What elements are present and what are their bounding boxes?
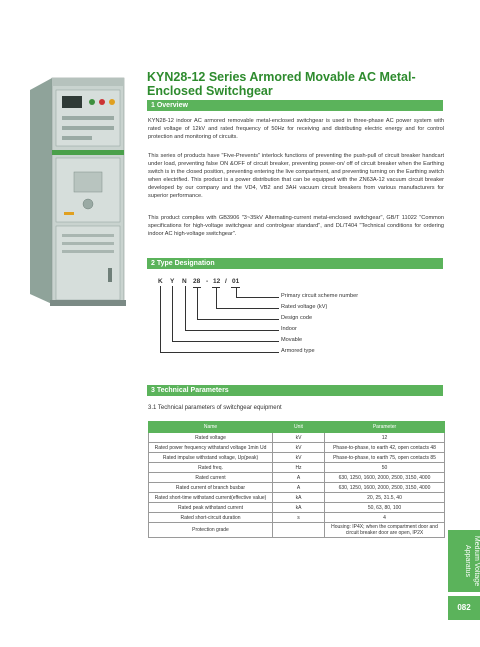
table-row: [149, 513, 445, 523]
table-cell: Phase-to-phase, to earth 42, open contacts 48: [325, 443, 445, 453]
table-row: [149, 493, 445, 503]
code-letter: -: [206, 278, 209, 285]
table-cell: Protection grade: [149, 523, 273, 538]
code-letter: 12: [213, 278, 221, 285]
table-row: [149, 443, 445, 453]
table-cell: s: [273, 513, 325, 523]
table-cell: kA: [273, 503, 325, 513]
side-tab-label: Medium Voltage Apparatus: [464, 535, 480, 587]
designation-label: Indoor: [281, 326, 297, 332]
connector-line: [185, 330, 279, 331]
table-row: [149, 433, 445, 443]
table-cell: kV: [273, 443, 325, 453]
code-letter: /: [225, 278, 227, 285]
table-cell: A: [273, 483, 325, 493]
switchgear-product-image: [22, 72, 137, 310]
table-caption: 3.1 Technical parameters of switchgear equipment: [148, 405, 282, 411]
table-cell: kA: [273, 493, 325, 503]
table-cell: 50: [325, 463, 445, 473]
code-letter: Y: [170, 278, 175, 285]
table-cell: Rated short-time withstand current(effective value): [149, 493, 273, 503]
table-cell: Rated short-circuit duration: [149, 513, 273, 523]
table-row: [149, 463, 445, 473]
table-row: [149, 473, 445, 483]
section-overview-heading: 1 Overview: [147, 100, 443, 111]
connector-line: [216, 287, 217, 308]
table-row: [149, 523, 445, 538]
column-header: Parameter: [325, 422, 445, 433]
designation-label: Rated voltage (kV): [281, 304, 328, 310]
table-cell: Rated freq.: [149, 463, 273, 473]
page-title: KYN28-12 Series Armored Movable AC Metal-Enclosed Switchgear: [147, 70, 416, 98]
designation-label: Primary circuit scheme number: [281, 293, 359, 299]
connector-line: [185, 286, 186, 330]
connector-line: [160, 286, 161, 352]
connector-line: [216, 308, 279, 309]
table-cell: 630, 1250, 1600, 2000, 2500, 3150, 4000: [325, 473, 445, 483]
table-cell: Rated current: [149, 473, 273, 483]
connector-line: [160, 352, 279, 353]
table-cell: Rated peak withstand current: [149, 503, 273, 513]
code-letter: N: [182, 278, 187, 285]
connector-line: [236, 297, 279, 298]
table-header-row: [149, 422, 445, 433]
code-letter: K: [158, 278, 163, 285]
page-number: 082: [448, 596, 480, 620]
table-row: [149, 503, 445, 513]
table-cell: 20, 25, 31.5, 40: [325, 493, 445, 503]
technical-parameters-table: [148, 421, 445, 538]
table-cell: Rated power frequency withstand voltage 1min Ud: [149, 443, 273, 453]
table-cell: 50, 63, 80, 100: [325, 503, 445, 513]
table-cell: 12: [325, 433, 445, 443]
section-technical-heading: 3 Technical Parameters: [147, 385, 443, 396]
table-row: [149, 453, 445, 463]
table-cell: kV: [273, 453, 325, 463]
table-cell: Hz: [273, 463, 325, 473]
connector-line: [236, 287, 237, 297]
table-cell: Rated impulse withstand voltage, Up(peak): [149, 453, 273, 463]
overview-paragraph: This product complies with GB3906 "3~35kV Alternating-current metal-enclosed switchgear", GB/T 11022 "Common specifications for high-voltage switchgear and controlgear standard", and DL/T404 "Technical conditions for ordering indoor AC high-voltage switchgear".: [148, 215, 444, 237]
table-cell: Housing: IP4X; when the compartment door and circuit breaker door are open, IP2X: [325, 523, 445, 538]
table-cell: Rated voltage: [149, 433, 273, 443]
designation-label: Armored type: [281, 348, 315, 354]
connector-line: [197, 319, 279, 320]
table-cell: [273, 523, 325, 538]
connector-line: [172, 286, 173, 341]
table-cell: 630, 1250, 1600, 2000, 2500, 3150, 4000: [325, 483, 445, 493]
code-letter: 28: [193, 278, 201, 285]
table-row: [149, 483, 445, 493]
section-side-tab: [448, 530, 480, 592]
section-type-designation-heading: 2 Type Designation: [147, 258, 443, 269]
table-cell: kV: [273, 433, 325, 443]
table-cell: A: [273, 473, 325, 483]
connector-line: [172, 341, 279, 342]
table-cell: 4: [325, 513, 445, 523]
table-cell: Phase-to-phase, to earth 75, open contacts 85: [325, 453, 445, 463]
designation-label: Design code: [281, 315, 313, 321]
code-letter: 01: [232, 278, 240, 285]
overview-paragraph: KYN28-12 indoor AC armored removable metal-enclosed switchgear is used in three-phase AC power system with rated voltage of 12kV and rated frequency of 50Hz for receiving and distributing electric energy and for control protection and monitoring of circuits.: [148, 118, 444, 140]
table-cell: Rated current of branch busbar: [149, 483, 273, 493]
overview-paragraph: This series of products have "Five-Prevents" interlock functions of preventing the push-pull of circuit breaker handcart under load, preventing false ON &OFF of circuit breaker, preventing power-on/ off of circuit breaker when the Earthing switch is in the closed position, preventing entering the live compartment, and preventing turning on the Earthing switch when electrified. This product is a power distribution that can be equipped with the ZN63A-12 vacuum circuit breaker developed by our company and the VD4, VB2 and 3AH vacuum circuit breakers from various manufacturers for superior performance.: [148, 153, 444, 199]
connector-line: [197, 287, 198, 319]
column-header: Name: [149, 422, 273, 433]
column-header: Unit: [273, 422, 325, 433]
designation-label: Movable: [281, 337, 303, 343]
